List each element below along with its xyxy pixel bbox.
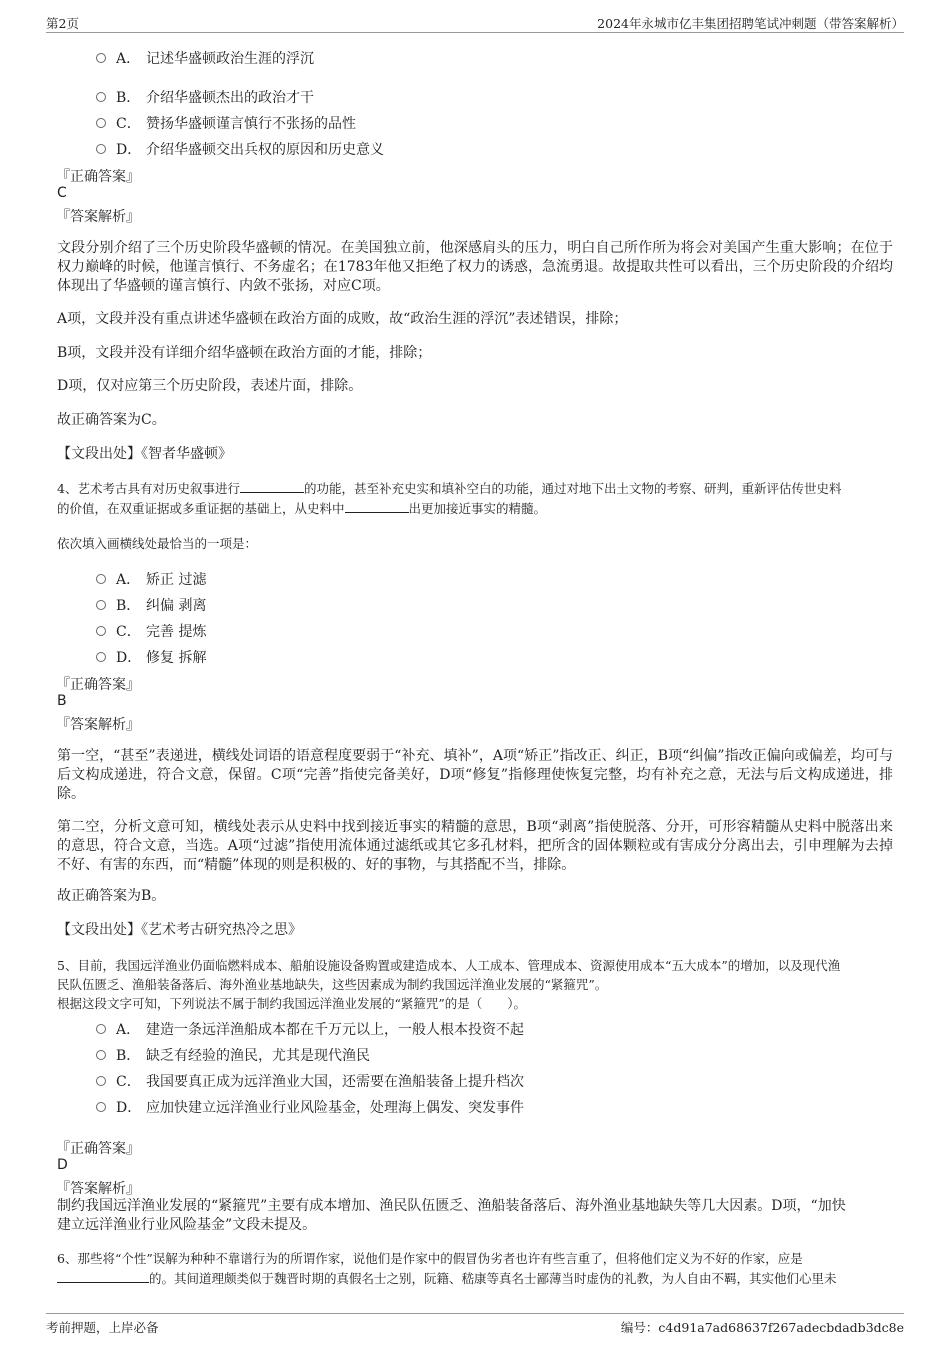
radio-icon[interactable] (96, 1102, 106, 1112)
q4-analysis-label: 『答案解析』 (56, 717, 140, 733)
q3-answer: C (57, 185, 67, 201)
q3-source: 【文段出处】《智者华盛顿》 (57, 446, 232, 462)
q4-answer: B (57, 693, 67, 709)
q5-option-c[interactable]: C． 我国要真正成为远洋渔业大国，还需要在渔船装备上提升档次 (96, 1071, 524, 1091)
document-title: 2024年永城市亿丰集团招聘笔试冲刺题（带答案解析） (597, 16, 904, 31)
q4-answer-label: 『正确答案』 (56, 677, 140, 693)
q6-stem: 6、那些将“个性”误解为种种不靠谱行为的所谓作家，说他们是作家中的假冒伪劣者也许有些言重了，但将他们定义为不好的作家，应是 的。其间道理颇类似于魏晋时期的真假名士之别，阮籍、嵇康等真名士鄙薄当时虚伪的礼教，为人自由不羁，其实他们心里未 (57, 1251, 837, 1286)
q3-option-b[interactable]: B． 介绍华盛顿杰出的政治才干 (96, 87, 314, 107)
q4-option-c[interactable]: C． 完善 提炼 (96, 621, 206, 641)
q5-option-a[interactable]: A． 建造一条远洋渔船成本都在千万元以上，一般人根本投资不起 (96, 1019, 524, 1039)
q3-option-c[interactable]: C． 赞扬华盛顿谨言慎行不张扬的品性 (96, 113, 356, 133)
q3-option-d[interactable]: D． 介绍华盛顿交出兵权的原因和历史意义 (96, 139, 384, 159)
page-footer (46, 1313, 904, 1338)
radio-icon[interactable] (96, 626, 106, 636)
q5-stem: 5、目前，我国远洋渔业仍面临燃料成本、船舶设施设备购置或建造成本、人工成本、管理成本、资源使用成本“五大成本”的增加，以及现代渔 民队伍匮乏、渔船装备落后、海外渔业基地缺失，这些因素成为制约我国远洋渔业发展的“紧箍咒”。 根据这段文字可知，下列说法不属于制约我国远洋渔业发展的“紧箍咒”的是（ ）。 (57, 958, 841, 1011)
fill-blank[interactable] (240, 479, 304, 493)
q4-analysis-para: 第二空，分析文意可知，横线处表示从史料中找到接近事实的精髓的意思，B项“剥离”指使脱落、分开，可形容精髓从史料中脱落出来的意思，符合文意，当选。A项“过滤”指使用流体通过滤纸或其它多孔材料，把所含的固体颗粒或有害成分分离出去，引申理解为去掉不好、有害的东西，而“精髓”体现的则是积极的、好的事物，与其搭配不当，排除。 (57, 819, 893, 873)
q4-option-d[interactable]: D． 修复 拆解 (96, 647, 206, 667)
q5-answer: D (57, 1157, 68, 1173)
fill-blank[interactable] (345, 499, 409, 513)
radio-icon[interactable] (96, 574, 106, 584)
radio-icon[interactable] (96, 1024, 106, 1034)
radio-icon[interactable] (96, 92, 106, 102)
radio-icon[interactable] (96, 1050, 106, 1060)
q5-option-b[interactable]: B． 缺乏有经验的渔民，尤其是现代渔民 (96, 1045, 370, 1065)
q5-option-d[interactable]: D． 应加快建立远洋渔业行业风险基金，处理海上偶发、突发事件 (96, 1097, 524, 1117)
radio-icon[interactable] (96, 53, 106, 63)
radio-icon[interactable] (96, 600, 106, 610)
q3-analysis-para: B项，文段并没有详细介绍华盛顿在政治方面的才能，排除； (57, 345, 432, 361)
radio-icon[interactable] (96, 144, 106, 154)
q3-analysis-para: 文段分别介绍了三个历史阶段华盛顿的情况。在美国独立前，他深感肩头的压力，明白自己所作所为将会对美国产生重大影响；在位于权力巅峰的时候，他谨言慎行、不务虚名；在1783年他又拒绝了权力的诱惑，急流勇退。故提取共性可以看出，三个历史阶段的介绍均体现出了华盛顿的谨言慎行、内敛不张扬，对应C项。 (57, 240, 893, 294)
q4-option-a[interactable]: A． 矫正 过滤 (96, 569, 206, 589)
q4-prompt: 依次填入画横线处最恰当的一项是： (57, 536, 258, 551)
page-number: 第2页 (46, 16, 79, 31)
footer-slogan: 考前押题，上岸必备 (46, 1320, 159, 1335)
document-id: 编号：c4d91a7ad68637f267adecbdadb3dc8e (620, 1320, 904, 1335)
q5-analysis: 制约我国远洋渔业发展的“紧箍咒”主要有成本增加、渔民队伍匮乏、渔船装备落后、海外渔业基地缺失等几大因素。D项，“加快建立远洋渔业行业风险基金”文段未提及。 (57, 1198, 846, 1233)
q5-answer-label: 『正确答案』 (56, 1141, 140, 1157)
q4-stem: 4、艺术考古具有对历史叙事进行 的功能，甚至补充史实和填补空白的功能，通过对地下出土文物的考察、研判，重新评估传世史料 的价值，在双重证据或多重证据的基础上，从史料中 出更加接近事实的精髓。 (57, 481, 842, 516)
q3-analysis-para: A项，文段并没有重点讲述华盛顿在政治方面的成败，故“政治生涯的浮沉”表述错误，排除； (57, 311, 628, 327)
q4-option-b[interactable]: B． 纠偏 剥离 (96, 595, 206, 615)
q3-analysis-label: 『答案解析』 (56, 209, 140, 225)
q3-conclusion: 故正确答案为C。 (57, 412, 166, 428)
q4-analysis-para: 第一空，“甚至”表递进，横线处词语的语意程度要弱于“补充、填补”，A项“矫正”指改正、纠正，B项“纠偏”指改正偏向或偏差，均可与后文构成递进，符合文意，保留。C项“完善”指使完备美好，D项“修复”指修理使恢复完整，均有补充之意，无法与后文构成递进，排除。 (57, 748, 893, 802)
radio-icon[interactable] (96, 652, 106, 662)
page-header (46, 12, 904, 33)
q4-conclusion: 故正确答案为B。 (57, 888, 166, 904)
q3-option-a[interactable]: A． 记述华盛顿政治生涯的浮沉 (96, 48, 314, 68)
radio-icon[interactable] (96, 118, 106, 128)
fill-blank[interactable] (57, 1269, 149, 1283)
q3-analysis-para: D项，仅对应第三个历史阶段，表述片面，排除。 (57, 378, 363, 394)
q4-source: 【文段出处】《艺术考古研究热冷之思》 (57, 922, 302, 938)
radio-icon[interactable] (96, 1076, 106, 1086)
q3-answer-label: 『正确答案』 (56, 169, 140, 185)
q5-analysis-label: 『答案解析』 (56, 1181, 140, 1197)
